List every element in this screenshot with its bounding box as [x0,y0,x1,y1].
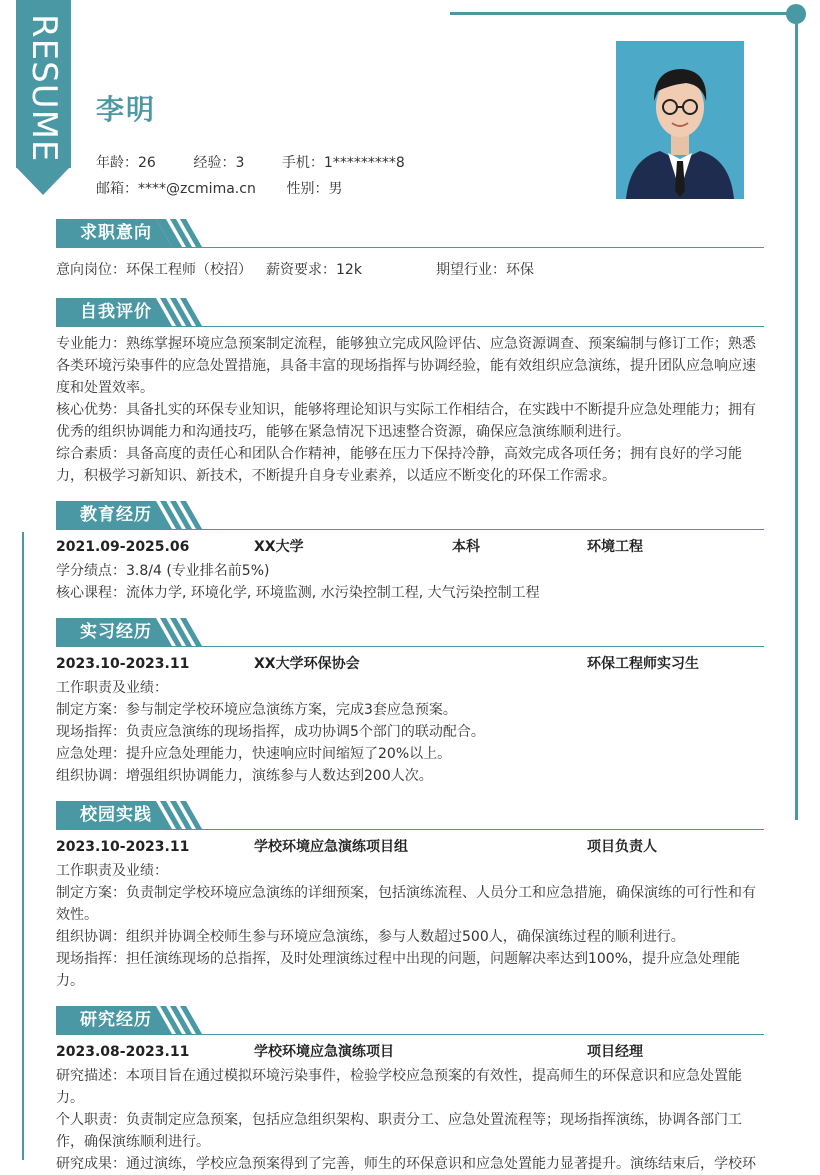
self-eval-body [56,333,764,487]
internship-line: 制定方案：参与制定学校环境应急演练方案，完成3套应急预案。 [56,702,457,718]
experience-value: 3 [235,155,245,171]
section-title: 研究经历 [80,1010,152,1030]
internship-line: 应急处理：提升应急处理能力，快速响应时间缩短了20%以上。 [56,746,452,762]
email-value: ****@zcmima.cn [138,181,256,197]
gender-label: 性别： [286,181,329,197]
intent-industry: 期望行业：环保 [436,262,534,278]
section-title: 校园实践 [80,805,152,825]
section-header-campus [56,801,764,831]
candidate-name: 李明 [96,93,157,126]
internship-line: 工作职责及业绩： [56,680,168,696]
section-title: 求职意向 [80,223,152,243]
research-org: 学校环境应急演练项目 [254,1044,394,1060]
phone-value: 1*********8 [323,155,405,171]
campus-summary-row [56,836,764,858]
self-eval-paragraph: 核心优势：具备扎实的环保专业知识，能够将理论知识与实际工作相结合，在实践中不断提升应急处理能力；拥有优秀的组织协调能力和沟通技巧，能够在紧急情况下迅速整合资源，确保应急演练顺利进行。 [56,402,756,440]
internship-role: 环保工程师实习生 [587,656,699,672]
section-title: 实习经历 [80,622,152,642]
campus-org: 学校环境应急演练项目组 [254,839,408,855]
gender-value: 男 [328,181,343,197]
top-divider [450,12,795,15]
campus-date: 2023.10-2023.11 [56,839,190,855]
self-eval-paragraph: 专业能力：熟练掌握环境应急预案制定流程，能够独立完成风险评估、应急资源调查、预案编制与修订工作；熟悉各类环境污染事件的应急处置措施，具备丰富的现场指挥与协调经验，能有效组织应急演练，提升团队应急响应速度和处置效率。 [56,336,756,396]
research-summary-row [56,1041,764,1063]
education-date: 2021.09-2025.06 [56,539,190,555]
internship-line: 组织协调：增强组织协调能力，演练参与人数达到200人次。 [56,768,433,784]
self-eval-paragraph: 综合素质：具备高度的责任心和团队合作精神，能够在压力下保持冷静，高效完成各项任务；拥有良好的学习能力，积极学习新知识、新技术，不断提升自身专业素养，以适应不断变化的环保工作需求。 [56,446,742,484]
section-header-self-eval [56,298,764,328]
internship-org: XX大学环保协会 [254,656,360,672]
section-header-education [56,501,764,531]
research-role: 项目经理 [587,1044,643,1060]
age-value: 26 [138,155,156,171]
campus-line: 现场指挥：担任演练现场的总指挥，及时处理演练过程中出现的问题，问题解决率达到100%，提升应急处理能力。 [56,951,741,989]
research-details [56,1065,764,1172]
section-title: 自我评价 [80,302,152,322]
internship-summary-row [56,653,764,675]
internship-details [56,677,764,787]
campus-line: 组织协调：组织并协调全校师生参与环境应急演练，参与人数超过500人，确保演练过程的顺利进行。 [56,929,685,945]
age-label: 年龄： [96,155,138,171]
campus-role: 项目负责人 [587,839,657,855]
phone-label: 手机： [281,155,324,171]
education-major: 环境工程 [587,539,643,555]
intent-row [56,259,764,281]
intent-position: 意向岗位：环保工程师（校招） [56,262,252,278]
left-divider [22,532,24,1160]
campus-line: 工作职责及业绩： [56,863,168,879]
campus-line: 制定方案：负责制定学校环境应急演练的详细预案，包括演练流程、人员分工和应急措施，确保演练的可行性和有效性。 [56,885,756,923]
campus-details [56,860,764,992]
ribbon-label: RESUME [24,14,64,163]
education-degree: 本科 [452,539,480,555]
education-school: XX大学 [254,539,304,555]
education-line: 学分绩点：3.8/4 (专业排名前5%) [56,563,270,579]
section-title: 教育经历 [80,505,152,525]
ribbon-tip [16,167,70,195]
basic-info-row-2 [96,178,342,198]
email-label: 邮箱： [96,181,138,197]
section-header-intent [56,219,764,249]
research-line: 个人职责：负责制定应急预案，包括应急组织架构、职责分工、应急处置流程等；现场指挥演练，协调各部门工作，确保演练顺利进行。 [56,1112,742,1150]
profile-photo [616,41,744,199]
section-header-internship [56,618,764,648]
internship-date: 2023.10-2023.11 [56,656,190,672]
education-details [56,560,764,604]
right-divider [795,12,798,820]
intent-salary: 薪资要求：12k [266,262,362,278]
research-line: 研究描述：本项目旨在通过模拟环境污染事件，检验学校应急预案的有效性，提高师生的环保意识和应急处置能力。 [56,1068,742,1106]
section-header-research [56,1006,764,1036]
experience-label: 经验： [193,155,236,171]
internship-line: 现场指挥：负责应急演练的现场指挥，成功协调5个部门的联动配合。 [56,724,485,740]
basic-info-row-1 [96,152,405,172]
education-line: 核心课程：流体力学, 环境化学, 环境监测, 水污染控制工程, 大气污染控制工程 [56,585,540,601]
research-date: 2023.08-2023.11 [56,1044,190,1060]
education-summary-row [56,536,764,558]
research-line: 研究成果：通过演练，学校应急预案得到了完善，师生的环保意识和应急处置能力显著提升。演练结束后，学校环 [56,1156,756,1172]
